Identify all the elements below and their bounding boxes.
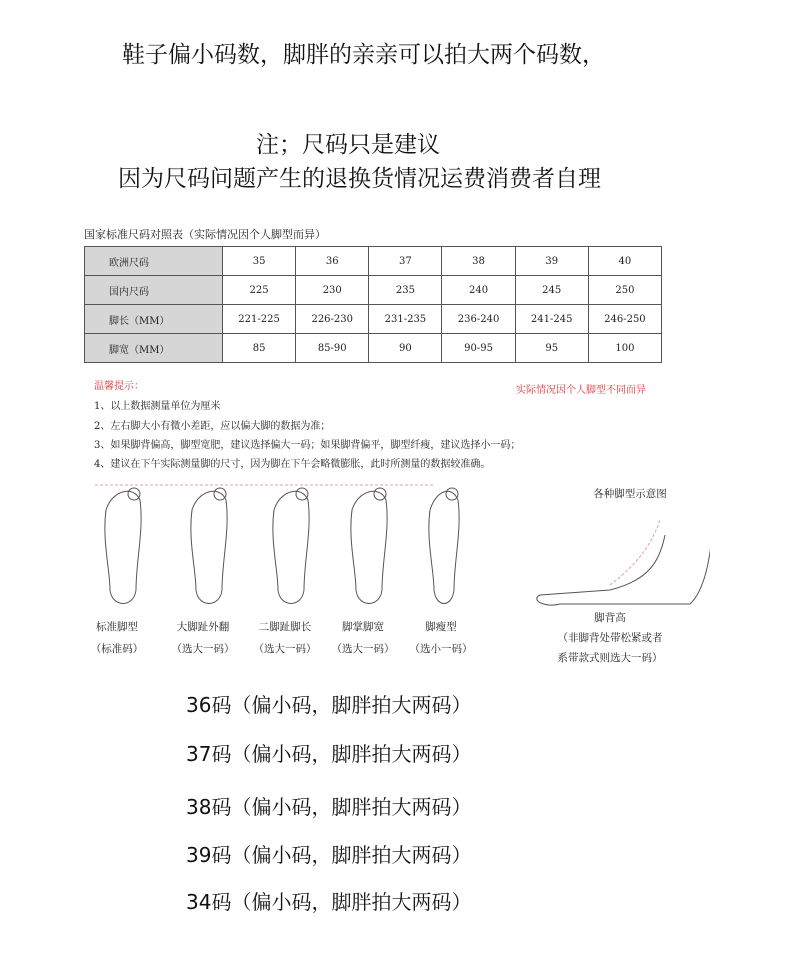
- tips-title: 温馨提示：: [94, 381, 144, 392]
- table-cell: 85-90: [296, 334, 369, 363]
- header-line1: 鞋子偏小码数，脚胖的亲亲可以拍大两个码数，: [122, 42, 605, 68]
- table-cell: 85: [223, 334, 296, 363]
- instep-line: [610, 520, 660, 585]
- table-cell: 38: [442, 247, 515, 276]
- row-label: 欧洲尺码: [85, 247, 223, 276]
- tips-right-note: 实际情况因个人脚型不同而异: [516, 385, 646, 396]
- toe-icon: [128, 488, 140, 500]
- foot-type-name: 脚瘦型: [425, 621, 457, 633]
- table-row: [85, 305, 662, 334]
- foot-outline-icon: [273, 491, 309, 603]
- foot-outline-icon: [191, 491, 227, 603]
- foot-type-caption: [240, 616, 330, 660]
- foot-type-advice: （选大一码）: [253, 643, 317, 655]
- row-label: 国内尺码: [85, 276, 223, 305]
- table-cell: 240: [442, 276, 515, 305]
- table-title: 国家标准尺码对照表（实际情况因个人脚型而异）: [84, 228, 326, 241]
- table-row: [85, 247, 662, 276]
- foot-type-caption: [396, 616, 486, 660]
- table-cell: 100: [588, 334, 661, 363]
- toe-icon: [296, 488, 308, 500]
- table-cell: 90: [369, 334, 442, 363]
- foot-type-name: 脚掌脚宽: [342, 621, 384, 633]
- row-label: 脚长（MM）: [85, 305, 223, 334]
- toe-icon: [446, 488, 458, 500]
- side-line2: 系带款式则选大一码）: [557, 652, 663, 664]
- table-cell: 37: [369, 247, 442, 276]
- size-note: 34码（偏小码，脚胖拍大两码）: [186, 890, 472, 914]
- table-cell: 235: [369, 276, 442, 305]
- tip-item: 4、建议在下午实际测量脚的尺寸，因为脚在下午会略微膨胀，此时所测量的数据较准确。: [94, 459, 491, 470]
- foot-type-caption: [158, 616, 248, 660]
- table-cell: 231-235: [369, 305, 442, 334]
- side-foot-icon: [537, 515, 710, 605]
- tip-item: 3、如果脚背偏高，脚型宽肥，建议选择偏大一码；如果脚背偏平，脚型纤瘦，建议选择小一码；: [94, 440, 521, 451]
- size-note: 37码（偏小码，脚胖拍大两码）: [186, 742, 472, 766]
- toe-icon: [214, 488, 226, 500]
- table-cell: 39: [515, 247, 588, 276]
- tip-item: 2、左右脚大小有微小差距，应以偏大脚的数据为准；: [94, 421, 331, 432]
- table-cell: 95: [515, 334, 588, 363]
- tip-item: 1、以上数据测量单位为厘米: [94, 401, 221, 412]
- foot-type-advice: （选小一码）: [409, 643, 473, 655]
- foot-type-advice: （标准码）: [90, 643, 144, 655]
- foot-type-name: 二脚趾脚长: [258, 621, 312, 633]
- side-caption: [540, 608, 680, 668]
- table-cell: 221-225: [223, 305, 296, 334]
- foot-outline-icon: [351, 491, 387, 603]
- table-cell: 246-250: [588, 305, 661, 334]
- side-title: 各种脚型示意图: [593, 488, 667, 500]
- side-line1: （非脚背处带松紧或者: [557, 632, 663, 644]
- table-cell: 245: [515, 276, 588, 305]
- table-cell: 236-240: [442, 305, 515, 334]
- table-cell: 225: [223, 276, 296, 305]
- table-cell: 36: [296, 247, 369, 276]
- table-cell: 35: [223, 247, 296, 276]
- foot-type-advice: （选大一码）: [171, 643, 235, 655]
- foot-type-caption: [72, 616, 162, 660]
- foot-type-advice: （选大一码）: [331, 643, 395, 655]
- table-row: [85, 334, 662, 363]
- foot-outline-icon: [429, 491, 459, 603]
- size-table: [84, 246, 662, 363]
- foot-type-caption: [318, 616, 408, 660]
- size-note: 39码（偏小码，脚胖拍大两码）: [186, 843, 472, 867]
- table-cell: 241-245: [515, 305, 588, 334]
- foot-type-name: 大脚趾外翻: [176, 621, 230, 633]
- table-row: [85, 276, 662, 305]
- header-line3: 因为尺码问题产生的退换货情况运费消费者自理: [118, 166, 601, 192]
- side-name: 脚背高: [594, 612, 626, 624]
- size-note: 38码（偏小码，脚胖拍大两码）: [186, 795, 472, 819]
- table-cell: 250: [588, 276, 661, 305]
- foot-type-name: 标准脚型: [96, 621, 138, 633]
- table-cell: 226-230: [296, 305, 369, 334]
- table-cell: 40: [588, 247, 661, 276]
- row-label: 脚宽（MM）: [85, 334, 223, 363]
- header-note: 注；尺码只是建议: [256, 132, 440, 158]
- table-cell: 90-95: [442, 334, 515, 363]
- toe-icon: [374, 488, 386, 500]
- table-cell: 230: [296, 276, 369, 305]
- size-note: 36码（偏小码，脚胖拍大两码）: [186, 693, 472, 717]
- foot-outline-icon: [105, 491, 141, 603]
